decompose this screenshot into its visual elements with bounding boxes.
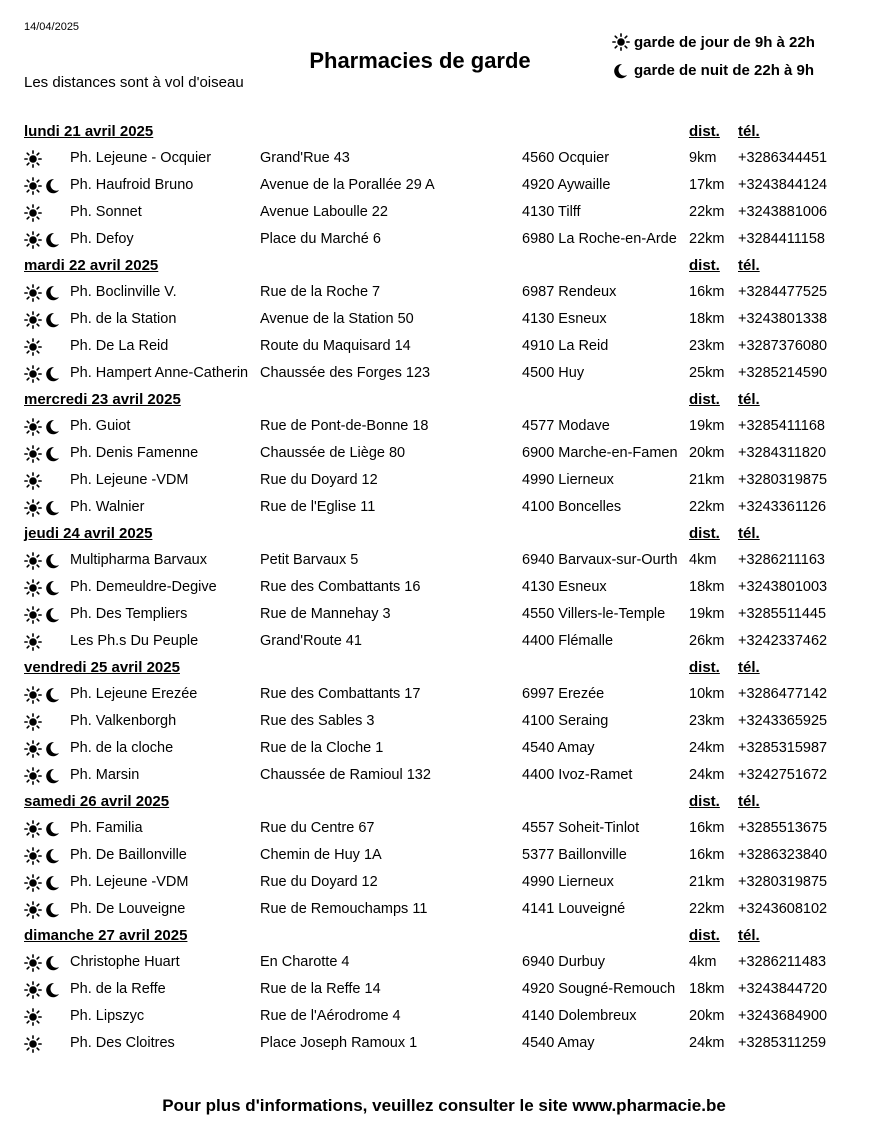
pharmacy-row [24, 736, 860, 763]
sun-icon [24, 178, 44, 194]
duty-icons [24, 820, 68, 838]
pharmacy-phone: +3243801003 [738, 579, 828, 595]
pharmacy-row [24, 548, 860, 575]
pharmacy-address: Route du Maquisard 14 [260, 338, 411, 354]
pharmacy-phone: +3243361126 [738, 499, 827, 515]
duty-icons [24, 552, 68, 570]
day-title: jeudi 24 avril 2025 [24, 525, 153, 542]
sun-icon [24, 902, 44, 918]
pharmacy-address: Rue de la Roche 7 [260, 284, 381, 300]
pharmacy-city: 6980 La Roche-en-Arde [522, 231, 677, 247]
pharmacy-row [24, 495, 860, 522]
pharmacy-city: 4990 Lierneux [522, 472, 614, 488]
column-header-dist: dist. [689, 659, 720, 676]
moon-icon [44, 232, 62, 248]
pharmacy-name: Ph. De La Reid [70, 338, 169, 354]
column-header-tel: tél. [738, 123, 760, 140]
sun-icon [24, 955, 44, 971]
pharmacy-city: 6987 Rendeux [522, 284, 617, 300]
pharmacy-phone: +3285214590 [738, 365, 828, 381]
day-title: mardi 22 avril 2025 [24, 257, 159, 274]
day-header [24, 120, 860, 146]
pharmacy-city: 4550 Villers-le-Temple [522, 606, 666, 622]
pharmacy-distance: 18km [689, 579, 725, 595]
legend-day-label: garde de jour de 9h à 22h [634, 33, 815, 51]
pharmacy-city: 4540 Amay [522, 740, 595, 756]
pharmacy-name: Ph. Familia [70, 820, 143, 836]
pharmacy-distance: 23km [689, 713, 725, 729]
pharmacy-address: Grand'Rue 43 [260, 150, 350, 166]
duty-icons [24, 579, 68, 597]
pharmacy-distance: 22km [689, 499, 725, 515]
duty-icons [24, 606, 68, 624]
pharmacy-city: 6940 Barvaux-sur-Ourth [522, 552, 678, 568]
pharmacy-name: Ph. Sonnet [70, 204, 142, 220]
moon-icon [44, 875, 62, 891]
pharmacy-city: 4560 Ocquier [522, 150, 610, 166]
sun-icon [24, 151, 44, 167]
moon-icon [44, 553, 62, 569]
pharmacy-row [24, 414, 860, 441]
pharmacy-city: 4990 Lierneux [522, 874, 614, 890]
pharmacy-address: Rue de l'Eglise 11 [260, 499, 376, 515]
pharmacy-row [24, 629, 860, 656]
pharmacy-phone: +3286477142 [738, 686, 828, 702]
sun-icon [24, 473, 44, 489]
pharmacy-distance: 19km [689, 606, 725, 622]
moon-icon [44, 500, 62, 516]
duty-icons [24, 338, 68, 356]
pharmacy-city: 4540 Amay [522, 1035, 595, 1051]
pharmacy-row [24, 334, 860, 361]
day-header [24, 388, 860, 414]
pharmacy-row [24, 870, 860, 897]
sun-icon [24, 821, 44, 837]
pharmacy-phone: +3280319875 [738, 472, 828, 488]
pharmacy-name: Ph. Defoy [70, 231, 134, 247]
pharmacy-row [24, 1031, 860, 1058]
sun-icon [24, 768, 44, 784]
pharmacy-name: Ph. Haufroid Bruno [70, 177, 194, 193]
pharmacy-name: Ph. De Louveigne [70, 901, 186, 917]
pharmacy-distance: 20km [689, 445, 725, 461]
pharmacy-phone: +3286344451 [738, 150, 828, 166]
pharmacy-phone: +3243844720 [738, 981, 828, 997]
pharmacy-address: Rue de l'Aérodrome 4 [260, 1008, 401, 1024]
column-header-dist: dist. [689, 123, 720, 140]
pharmacy-name: Ph. Lejeune - Ocquier [70, 150, 212, 166]
moon-icon [44, 446, 62, 462]
pharmacy-row [24, 763, 860, 790]
pharmacy-row [24, 977, 860, 1004]
pharmacy-phone: +3285513675 [738, 820, 828, 836]
pharmacy-address: Place Joseph Ramoux 1 [260, 1035, 418, 1051]
moon-icon [44, 687, 62, 703]
pharmacy-phone: +3242337462 [738, 633, 828, 649]
pharmacy-distance: 17km [689, 177, 725, 193]
pharmacy-city: 4130 Tilff [522, 204, 581, 220]
pharmacy-row [24, 441, 860, 468]
pharmacy-name: Les Ph.s Du Peuple [70, 633, 199, 649]
pharmacy-phone: +3285311259 [738, 1035, 827, 1051]
moon-icon [612, 61, 634, 78]
pharmacy-city: 4141 Louveigné [522, 901, 626, 917]
pharmacy-phone: +3243365925 [738, 713, 828, 729]
pharmacy-address: En Charotte 4 [260, 954, 350, 970]
sun-icon [24, 875, 44, 891]
duty-icons [24, 1035, 68, 1053]
day-header [24, 522, 860, 548]
duty-icons [24, 954, 68, 972]
moon-icon [44, 902, 62, 918]
pharmacy-city: 4100 Boncelles [522, 499, 622, 515]
sun-icon [24, 553, 44, 569]
duty-icons [24, 150, 68, 168]
duty-icons [24, 981, 68, 999]
duty-icons [24, 204, 68, 222]
pharmacy-city: 4500 Huy [522, 365, 585, 381]
pharmacy-city: 6900 Marche-en-Famen [522, 445, 678, 461]
pharmacy-name: Ph. De Baillonville [70, 847, 187, 863]
pharmacy-name: Ph. Marsin [70, 767, 140, 783]
pharmacy-name: Ph. Boclinville V. [70, 284, 177, 300]
pharmacy-city: 4577 Modave [522, 418, 610, 434]
pharmacy-city: 4140 Dolembreux [522, 1008, 637, 1024]
pharmacy-row [24, 146, 860, 173]
column-header-dist: dist. [689, 391, 720, 408]
column-header-tel: tél. [738, 927, 760, 944]
pharmacy-city: 6997 Erezée [522, 686, 605, 702]
pharmacy-name: Ph. Demeuldre-Degive [70, 579, 217, 595]
pharmacy-address: Rue des Combattants 16 [260, 579, 421, 595]
pharmacy-name: Ph. Guiot [70, 418, 131, 434]
pharmacy-row [24, 950, 860, 977]
duty-icons [24, 311, 68, 329]
column-header-dist: dist. [689, 927, 720, 944]
column-header-dist: dist. [689, 525, 720, 542]
day-header [24, 790, 860, 816]
pharmacy-phone: +3285411168 [738, 418, 825, 434]
day-title: samedi 26 avril 2025 [24, 793, 170, 810]
pharmacy-phone: +3286211483 [738, 954, 827, 970]
pharmacy-row [24, 173, 860, 200]
pharmacy-distance: 4km [689, 552, 717, 568]
pharmacy-phone: +3284477525 [738, 284, 828, 300]
pharmacy-row [24, 682, 860, 709]
moon-icon [44, 821, 62, 837]
moon-icon [44, 848, 62, 864]
pharmacy-row [24, 1004, 860, 1031]
moon-icon [44, 178, 62, 194]
day-header [24, 656, 860, 682]
pharmacy-distance: 21km [689, 874, 725, 890]
pharmacy-row [24, 843, 860, 870]
pharmacy-row [24, 575, 860, 602]
pharmacy-row [24, 307, 860, 334]
pharmacy-distance: 16km [689, 284, 725, 300]
moon-icon [44, 312, 62, 328]
pharmacy-row [24, 280, 860, 307]
pharmacy-distance: 19km [689, 418, 725, 434]
pharmacy-city: 4920 Aywaille [522, 177, 611, 193]
sun-icon [24, 446, 44, 462]
sun-icon [24, 285, 44, 301]
pharmacy-distance: 24km [689, 1035, 725, 1051]
pharmacy-city: 4910 La Reid [522, 338, 609, 354]
pharmacy-name: Christophe Huart [70, 954, 180, 970]
sun-icon [24, 982, 44, 998]
pharmacy-phone: +3286211163 [738, 552, 825, 568]
legend-day [612, 28, 815, 56]
pharmacy-distance: 16km [689, 847, 725, 863]
column-header-dist: dist. [689, 257, 720, 274]
pharmacy-name: Ph. Lejeune -VDM [70, 472, 189, 488]
duty-icons [24, 874, 68, 892]
moon-icon [44, 741, 62, 757]
pharmacy-address: Rue du Doyard 12 [260, 472, 378, 488]
pharmacy-distance: 22km [689, 204, 725, 220]
moon-icon [44, 607, 62, 623]
day-title: lundi 21 avril 2025 [24, 123, 154, 140]
pharmacy-name: Ph. Hampert Anne-Catherin [70, 365, 249, 381]
pharmacy-address: Chaussée des Forges 123 [260, 365, 431, 381]
sun-icon [24, 500, 44, 516]
moon-icon [44, 768, 62, 784]
moon-icon [44, 285, 62, 301]
moon-icon [44, 366, 62, 382]
pharmacy-row [24, 227, 860, 254]
pharmacy-city: 6940 Durbuy [522, 954, 606, 970]
pharmacy-distance: 10km [689, 686, 725, 702]
pharmacy-phone: +3285511445 [738, 606, 827, 622]
duty-icons [24, 1008, 68, 1026]
pharmacy-distance: 26km [689, 633, 725, 649]
pharmacy-phone: +3287376080 [738, 338, 828, 354]
pharmacy-address: Chaussée de Liège 80 [260, 445, 406, 461]
duty-icons [24, 740, 68, 758]
legend-night [612, 56, 815, 84]
sun-icon [24, 687, 44, 703]
sun-icon [24, 580, 44, 596]
pharmacy-city: 5377 Baillonville [522, 847, 627, 863]
duty-icons [24, 686, 68, 704]
column-header-tel: tél. [738, 525, 760, 542]
pharmacy-phone: +3243608102 [738, 901, 828, 917]
moon-icon [44, 982, 62, 998]
pharmacy-phone: +3285315987 [738, 740, 828, 756]
pharmacy-distance: 22km [689, 231, 725, 247]
pharmacy-name: Ph. Lipszyc [70, 1008, 145, 1024]
pharmacy-address: Avenue Laboulle 22 [260, 204, 388, 220]
pharmacy-row [24, 709, 860, 736]
duty-icons [24, 847, 68, 865]
duty-icons [24, 177, 68, 195]
pharmacy-name: Ph. Des Cloitres [70, 1035, 175, 1051]
page-title: Pharmacies de garde [309, 48, 531, 73]
pharmacy-address: Rue de la Cloche 1 [260, 740, 384, 756]
pharmacy-address: Rue de la Reffe 14 [260, 981, 381, 997]
pharmacy-address: Rue du Centre 67 [260, 820, 375, 836]
pharmacy-city: 4130 Esneux [522, 311, 607, 327]
duty-icons [24, 284, 68, 302]
pharmacy-distance: 20km [689, 1008, 725, 1024]
column-header-tel: tél. [738, 793, 760, 810]
print-date: 14/04/2025 [24, 21, 80, 33]
duty-icons [24, 365, 68, 383]
sun-icon [24, 607, 44, 623]
pharmacy-address: Rue de Remouchamps 11 [260, 901, 428, 917]
column-header-tel: tél. [738, 257, 760, 274]
distance-note: Les distances sont à vol d'oiseau [24, 74, 244, 91]
pharmacy-phone: +3286323840 [738, 847, 828, 863]
sun-icon [24, 339, 44, 355]
sun-icon [612, 33, 634, 51]
pharmacy-phone: +3243881006 [738, 204, 828, 220]
pharmacy-name: Ph. Walnier [70, 499, 145, 515]
pharmacy-distance: 18km [689, 311, 725, 327]
sun-icon [24, 312, 44, 328]
column-header-tel: tél. [738, 391, 760, 408]
pharmacy-row [24, 361, 860, 388]
pharmacy-address: Avenue de la Station 50 [260, 311, 414, 327]
pharmacy-address: Rue du Doyard 12 [260, 874, 378, 890]
moon-icon [44, 580, 62, 596]
pharmacy-address: Rue de Pont-de-Bonne 18 [260, 418, 429, 434]
day-title: dimanche 27 avril 2025 [24, 927, 188, 944]
sun-icon [24, 419, 44, 435]
sun-icon [24, 848, 44, 864]
pharmacy-distance: 21km [689, 472, 725, 488]
pharmacy-row [24, 468, 860, 495]
duty-icons [24, 901, 68, 919]
duty-icons [24, 713, 68, 731]
pharmacy-row [24, 602, 860, 629]
pharmacy-city: 4100 Seraing [522, 713, 609, 729]
pharmacy-distance: 16km [689, 820, 725, 836]
pharmacy-city: 4400 Flémalle [522, 633, 614, 649]
pharmacy-phone: +3243801338 [738, 311, 828, 327]
pharmacy-name: Multipharma Barvaux [70, 552, 207, 568]
duty-icons [24, 445, 68, 463]
pharmacy-distance: 24km [689, 740, 725, 756]
pharmacy-city: 4400 Ivoz-Ramet [522, 767, 633, 783]
legend [612, 28, 815, 84]
pharmacy-distance: 18km [689, 981, 725, 997]
pharmacy-distance: 23km [689, 338, 725, 354]
pharmacy-phone: +3284411158 [738, 231, 825, 247]
sun-icon [24, 741, 44, 757]
sun-icon [24, 232, 44, 248]
pharmacy-name: Ph. de la Station [70, 311, 177, 327]
pharmacy-name: Ph. de la cloche [70, 740, 174, 756]
pharmacy-name: Ph. Denis Famenne [70, 445, 199, 461]
day-title: vendredi 25 avril 2025 [24, 659, 180, 676]
pharmacy-address: Chaussée de Ramioul 132 [260, 767, 431, 783]
duty-icons [24, 231, 68, 249]
pharmacy-address: Avenue de la Porallée 29 A [260, 177, 435, 193]
duty-schedule [24, 120, 860, 1058]
pharmacy-name: Ph. de la Reffe [70, 981, 166, 997]
pharmacy-distance: 9km [689, 150, 717, 166]
duty-icons [24, 472, 68, 490]
pharmacy-row [24, 816, 860, 843]
sun-icon [24, 634, 44, 650]
pharmacy-address: Place du Marché 6 [260, 231, 381, 247]
pharmacy-phone: +3243844124 [738, 177, 828, 193]
pharmacy-name: Ph. Lejeune Erezée [70, 686, 198, 702]
pharmacy-distance: 22km [689, 901, 725, 917]
day-title: mercredi 23 avril 2025 [24, 391, 181, 408]
moon-icon [44, 419, 62, 435]
pharmacy-row [24, 200, 860, 227]
pharmacy-distance: 24km [689, 767, 725, 783]
footer-note: Pour plus d'informations, veuillez consulter le site www.pharmacie.be [162, 1096, 726, 1115]
sun-icon [24, 714, 44, 730]
pharmacy-address: Grand'Route 41 [260, 633, 362, 649]
pharmacy-address: Rue des Sables 3 [260, 713, 375, 729]
sun-icon [24, 366, 44, 382]
pharmacy-address: Rue des Combattants 17 [260, 686, 421, 702]
sun-icon [24, 205, 44, 221]
pharmacy-distance: 25km [689, 365, 725, 381]
day-header [24, 254, 860, 280]
pharmacy-phone: +3243684900 [738, 1008, 828, 1024]
column-header-tel: tél. [738, 659, 760, 676]
pharmacy-name: Ph. Lejeune -VDM [70, 874, 189, 890]
pharmacy-phone: +3280319875 [738, 874, 828, 890]
pharmacy-row [24, 897, 860, 924]
legend-night-label: garde de nuit de 22h à 9h [634, 61, 815, 79]
sun-icon [24, 1009, 44, 1025]
pharmacy-phone: +3242751672 [738, 767, 828, 783]
pharmacy-city: 4130 Esneux [522, 579, 607, 595]
pharmacy-address: Petit Barvaux 5 [260, 552, 359, 568]
duty-icons [24, 767, 68, 785]
pharmacy-address: Chemin de Huy 1A [260, 847, 382, 863]
pharmacy-address: Rue de Mannehay 3 [260, 606, 391, 622]
moon-icon [44, 955, 62, 971]
duty-icons [24, 418, 68, 436]
pharmacy-name: Ph. Des Templiers [70, 606, 188, 622]
pharmacy-distance: 4km [689, 954, 717, 970]
duty-icons [24, 633, 68, 651]
column-header-dist: dist. [689, 793, 720, 810]
pharmacy-name: Ph. Valkenborgh [70, 713, 177, 729]
pharmacy-city: 4920 Sougné-Remouch [522, 981, 676, 997]
pharmacy-phone: +3284311820 [738, 445, 827, 461]
day-header [24, 924, 860, 950]
pharmacy-city: 4557 Soheit-Tinlot [522, 820, 640, 836]
sun-icon [24, 1036, 44, 1052]
duty-icons [24, 499, 68, 517]
